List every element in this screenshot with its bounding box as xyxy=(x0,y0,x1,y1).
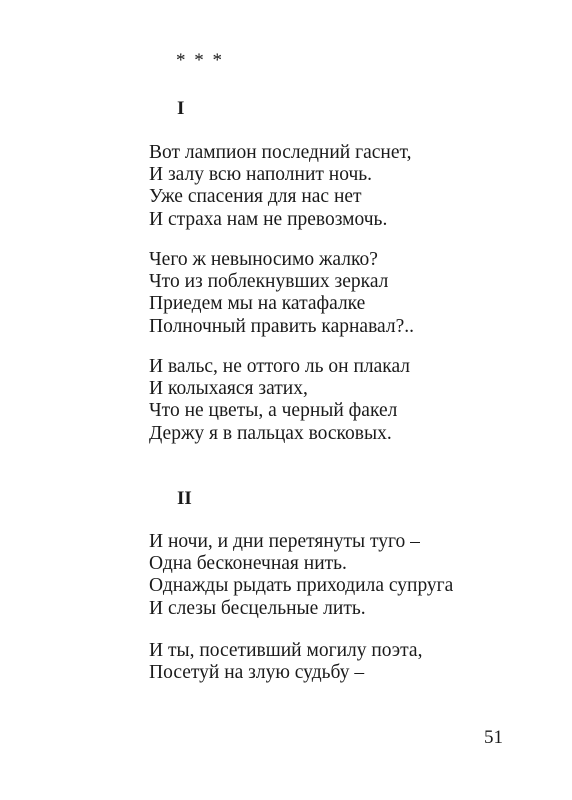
poem-line: И ночи, и дни перетянуты туго – xyxy=(149,531,420,552)
stanza xyxy=(149,356,410,445)
poem-line: И колыхаяся затих, xyxy=(149,378,308,400)
poem-line: Однажды рыдать приходила супруга xyxy=(149,575,454,597)
section-title-1: I xyxy=(177,98,185,119)
poem-line: И страха нам не превозмочь. xyxy=(149,208,388,230)
poem-line: Чего ж невыносимо жалко? xyxy=(149,249,378,270)
stanza xyxy=(149,142,411,231)
poem-line: И вальс, не оттого ль он плакал xyxy=(149,356,411,377)
poem-line: Полночный править карнавал?.. xyxy=(149,315,415,337)
stanza xyxy=(149,531,453,620)
stanza xyxy=(149,249,414,338)
poem-line: Посетуй на злую судьбу – xyxy=(149,662,365,684)
stanza xyxy=(149,640,422,684)
poem-line: Что не цветы, а черный факел xyxy=(149,400,398,422)
poem-line: Уже спасения для нас нет xyxy=(149,186,362,208)
poem-line: И ты, посетивший могилу поэта, xyxy=(149,640,423,661)
poem-line: И залу всю наполнит ночь. xyxy=(149,164,373,186)
asterism-separator: * * * xyxy=(176,50,224,71)
poem-line: Приедем мы на катафалке xyxy=(149,293,366,315)
poem-line: Одна бесконечная нить. xyxy=(149,553,347,575)
poem-line: Держу я в пальцах восковых. xyxy=(149,422,392,444)
page-number: 51 xyxy=(484,727,503,748)
poem-line: Что из поблекнувших зеркал xyxy=(149,271,389,293)
section-title-2: II xyxy=(177,488,192,509)
poem-line: И слезы бесцельные лить. xyxy=(149,597,366,619)
poem-line: Вот лампион последний гаснет, xyxy=(149,142,412,163)
